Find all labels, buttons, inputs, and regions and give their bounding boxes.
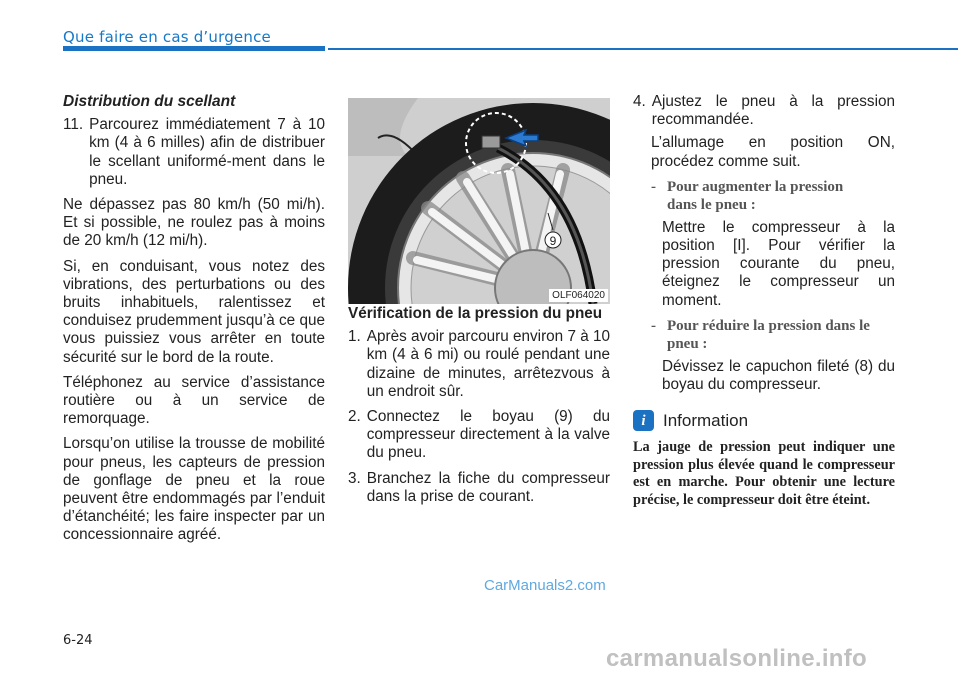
- vibration-paragraph: Si, en conduisant, vous notez des vibrations, des perturbations ou des bruits inhabituels, ralentissez et conduisez prudemment jusqu’à ce que vous puissiez vous arrêter en toute sécurité sur le bord de la route.: [63, 257, 325, 366]
- dash-bullet: -: [651, 317, 656, 334]
- watermark-carmanuals2: CarManuals2.com: [484, 577, 606, 594]
- increase-heading-line2: dans le pneu :: [667, 196, 756, 213]
- step-text: Parcourez immédiatement 7 à 10 km (4 à 6 milles) afin de distribuer le scellant uniformé-ment dans le pneu.: [89, 116, 325, 188]
- step-number: 2.: [348, 408, 361, 426]
- increase-heading-line1: Pour augmenter la pression: [667, 178, 844, 195]
- step-number: 11.: [63, 116, 84, 134]
- column-middle: [348, 305, 610, 513]
- information-title: Information: [663, 410, 749, 430]
- increase-pressure-text: Mettre le compresseur à la position [I]. Pour vérifier la pression courante du pneu, éteignez le compresseur un moment.: [662, 218, 895, 309]
- tire-wheel-drawing: [348, 98, 610, 304]
- information-text: La jauge de pression peut indiquer une pression plus élevée quand le compresseur est en marche. Pour obtenir une lecture précise, le compresseur doit être éteint.: [633, 439, 895, 509]
- sensor-warning-paragraph: Lorsqu’on utilise la trousse de mobilité pour pneus, les capteurs de pression de gonflage de pneu et la roue peuvent être endommagés par l’enduit d’étanchéité; les faire inspecter par un concessionnaire agréé.: [63, 435, 325, 544]
- step-text: Après avoir parcouru environ 7 à 10 km (4 à 6 mi) ou roulé pendant une dizaine de minutes, arrêtezvous à un endroit sûr.: [366, 328, 610, 400]
- dash-bullet: -: [651, 178, 656, 195]
- ignition-instruction: L’allumage en position ON, procédez comme suit.: [651, 134, 895, 170]
- callout-9-label: 9: [549, 234, 557, 248]
- decrease-pressure-text: Dévissez le capuchon fileté (8) du boyau du compresseur.: [662, 357, 895, 394]
- step-4: [633, 93, 895, 129]
- step-11: [63, 116, 325, 189]
- step-text: Branchez la fiche du compresseur dans la prise de courant.: [366, 469, 610, 505]
- column-left: [63, 93, 325, 552]
- figure-code: OLF064020: [549, 289, 608, 302]
- sealant-distribution-heading: Distribution du scellant: [63, 93, 236, 110]
- decrease-pressure-heading: [633, 317, 895, 353]
- header-bar-line: [328, 48, 958, 50]
- page-number: 6-24: [63, 633, 93, 648]
- decrease-heading-line1: Pour réduire la pression dans le: [667, 317, 870, 334]
- tire-compressor-illustration: [348, 98, 610, 304]
- step-text: Connectez le boyau (9) du compresseur directement à la valve du pneu.: [366, 408, 610, 462]
- increase-pressure-heading: [633, 178, 895, 214]
- step-text: Ajustez le pneu à la pression recommandée.: [651, 93, 895, 129]
- step-1: [348, 328, 610, 401]
- information-header: [633, 410, 895, 431]
- step-number: 1.: [348, 328, 361, 346]
- decrease-heading-line2: pneu :: [667, 335, 708, 352]
- section-title: Que faire en cas d’urgence: [63, 28, 271, 46]
- step-number: 3.: [348, 469, 361, 487]
- assistance-paragraph: Téléphonez au service d’assistance routière ou à un service de remorquage.: [63, 373, 325, 428]
- speed-paragraph: Ne dépassez pas 80 km/h (50 mi/h). Et si possible, ne roulez pas à moins de 20 km/h (12 mi/h).: [63, 196, 325, 250]
- step-number: 4.: [633, 93, 646, 110]
- column-right: [633, 93, 895, 510]
- step-3: [348, 470, 610, 506]
- step-2: [348, 408, 610, 463]
- pressure-check-heading: Vérification de la pression du pneu: [348, 305, 603, 322]
- watermark-carmanualsonline: carmanualsonline.info: [606, 645, 868, 672]
- header-bar-accent: [63, 46, 325, 51]
- info-icon: i: [633, 410, 654, 431]
